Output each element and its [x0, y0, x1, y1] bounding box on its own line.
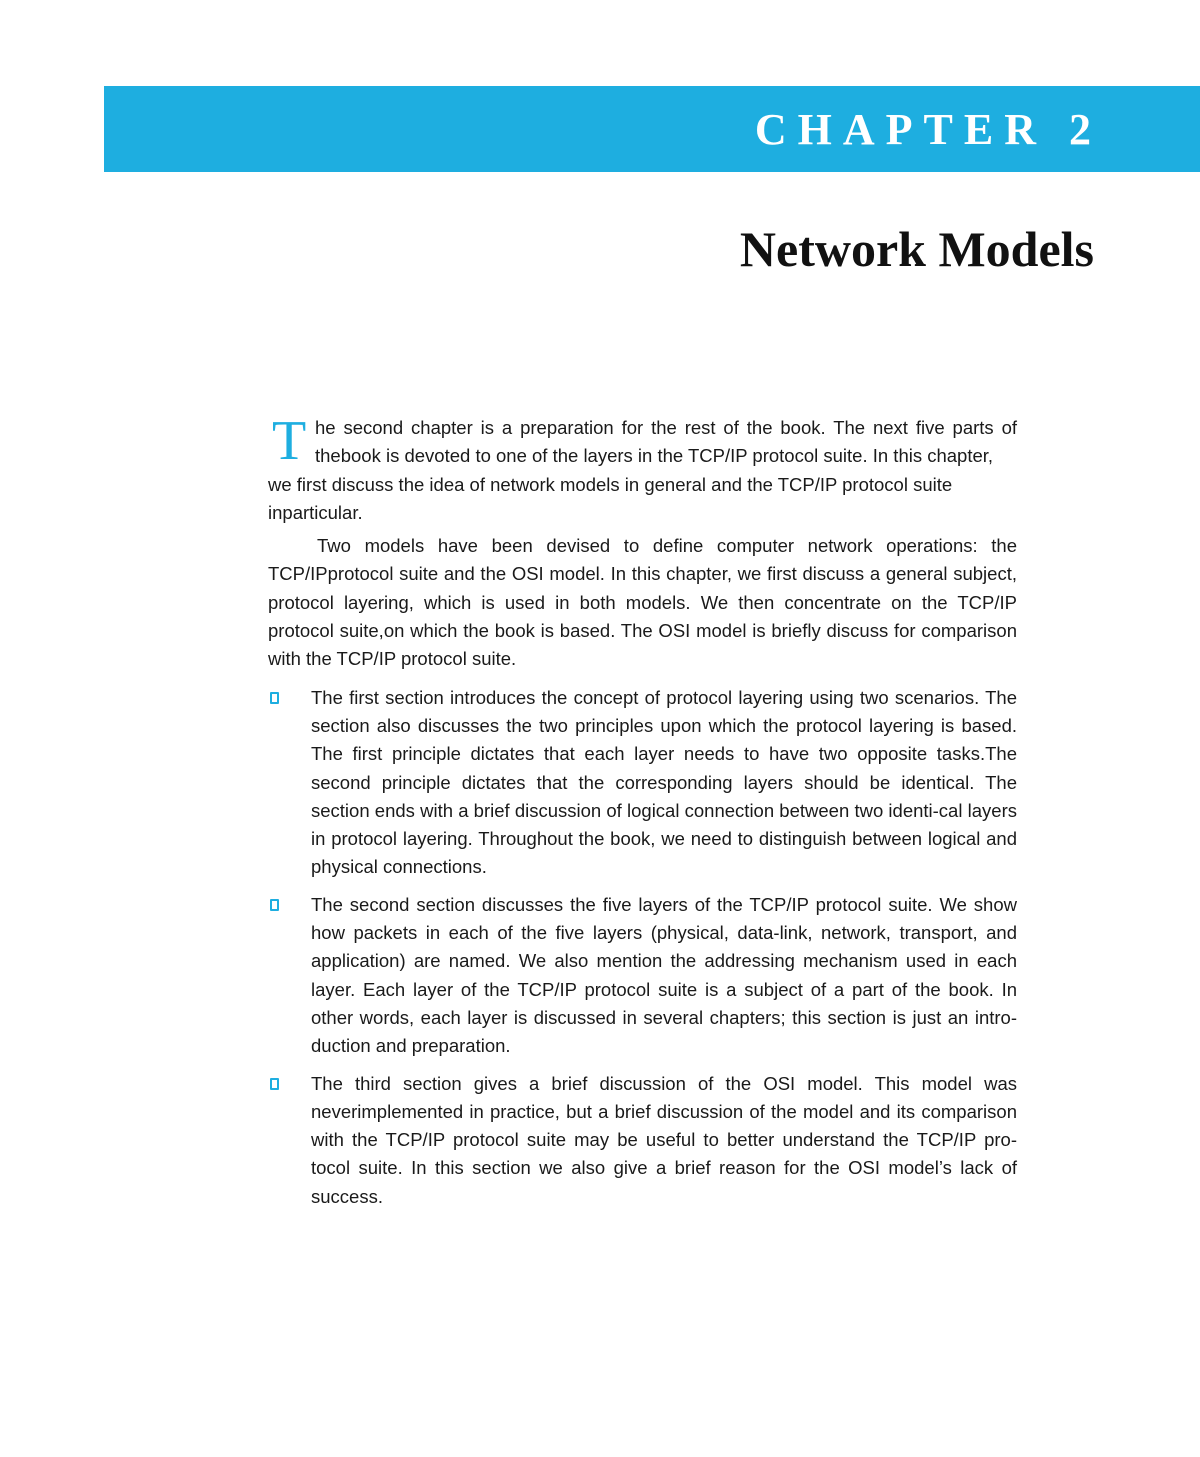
intro-text: he second chapter is a preparation for the rest of the book. The next five parts of thebook is devoted to one of the layers in the TCP/IP protocol suite. In this chapter,: [315, 417, 1017, 467]
chapter-body: [268, 410, 1017, 1220]
chapter-label: CHAPTER 2: [754, 105, 1102, 154]
overview-paragraph: Two models have been devised to define computer network operations: the TCP/IPprotocol suite and the OSI model. In this chapter, we first discuss a general subject, protocol layering, which is used in both models. We then concentrate on the TCP/IP protocol suite,on which the book is based. The OSI model is briefly discuss for comparison with the TCP/IP protocol suite.: [268, 535, 1017, 670]
square-bullet-icon: [270, 1078, 279, 1090]
section-list: [268, 684, 1017, 1211]
list-item: [268, 684, 1017, 882]
list-item: [268, 1070, 1017, 1211]
square-bullet-icon: [270, 899, 279, 911]
square-bullet-icon: [270, 692, 279, 704]
drop-cap: T: [272, 410, 307, 472]
chapter-title: Network Models: [739, 221, 1094, 277]
list-item-text: The second section discusses the five layers of the TCP/IP protocol suite. We show how packets in each of the five layers (physical, data-link, network, transport, and application) are named. We also mention the addressing mechanism used in each layer. Each layer of the TCP/IP protocol suite is a subject of a part of the book. In other words, each layer is discussed in several chapters; this section is just an intro-duction and preparation.: [311, 893, 1017, 1057]
list-item-text: The first section introduces the concept of protocol layering using two scenarios. The section also discusses the two principles upon which the protocol layering is based. The first principle dictates that each layer needs to have two opposite tasks.The second principle dictates that the corresponding layers should be identical. The section ends with a brief discussion of logical connection between two identi-cal layers in protocol layering. Throughout the book, we need to distinguish between logical and physical connections.: [311, 686, 1017, 878]
intro-paragraph: [268, 410, 1017, 472]
list-item: [268, 891, 1017, 1061]
list-item-text: The third section gives a brief discussion of the OSI model. This model was neverimplemented in practice, but a brief discussion of the model and its comparison with the TCP/IP protocol suite may be useful to better understand the TCP/IP pro-tocol suite. In this section we also give a brief reason for the OSI model’s lack of success.: [311, 1072, 1017, 1207]
intro-continuation: we first discuss the idea of network models in general and the TCP/IP protocol suite inparticular.: [268, 473, 953, 523]
